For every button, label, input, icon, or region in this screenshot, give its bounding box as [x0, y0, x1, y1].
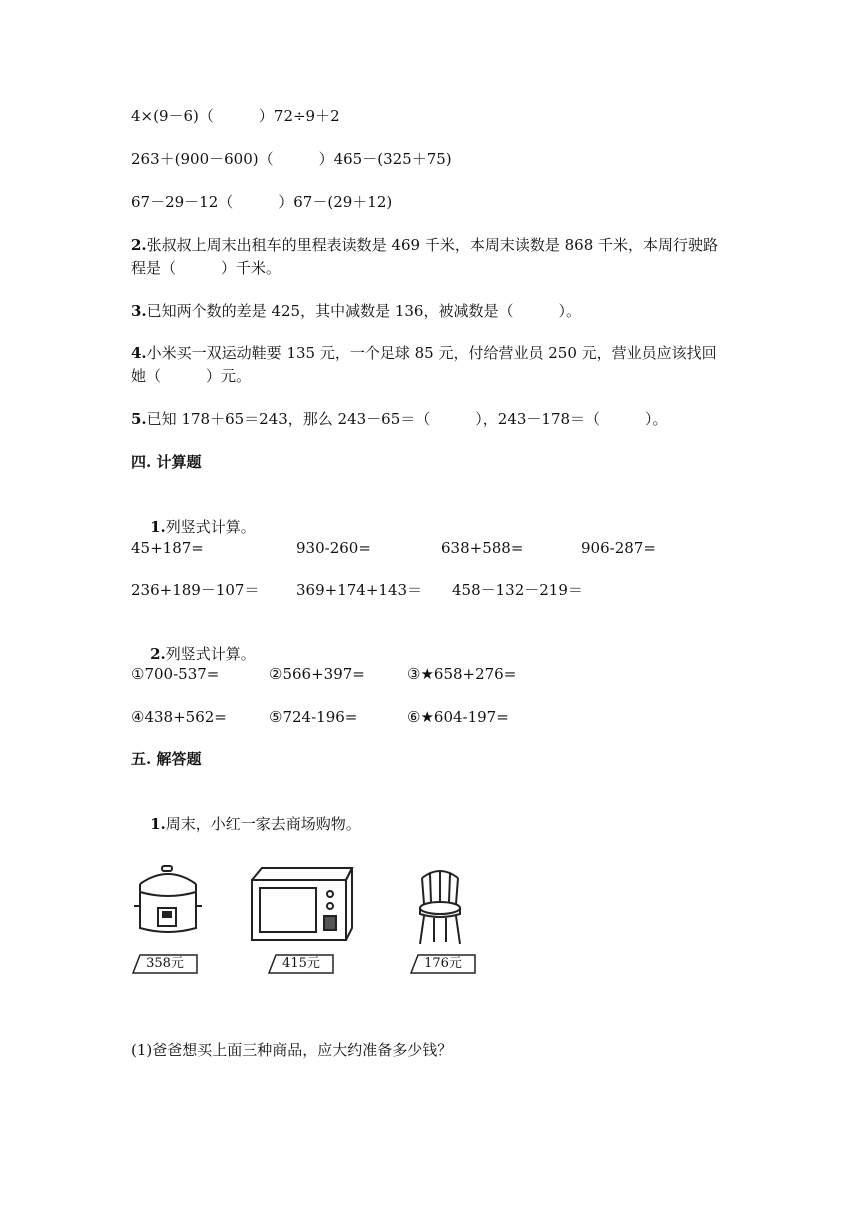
section-5-title: 五. 解答题	[131, 750, 202, 768]
rice-cooker-icon	[128, 862, 208, 942]
calc-item: 236+189－107＝	[131, 581, 260, 599]
chair-item	[408, 862, 488, 982]
question-number: 5.	[131, 410, 147, 428]
calc-item: 638+588=	[441, 539, 524, 557]
calc-item: 906-287=	[581, 539, 656, 557]
question-text: 周末，小红一家去商场购物。	[165, 815, 361, 833]
calc-item: ③★658+276=	[407, 665, 517, 683]
rice-cooker-item	[128, 862, 208, 982]
calc-item: ①700-537=	[131, 665, 220, 683]
question-text: 列竖式计算。	[165, 645, 256, 663]
calc-item: ⑤724-196=	[269, 708, 358, 726]
product-illustrations	[120, 862, 500, 992]
question-number: 1.	[150, 518, 166, 536]
fill-question-5	[131, 408, 731, 431]
calc-item: 458－132－219＝	[452, 581, 583, 599]
question-text: 张叔叔上周末出租车的里程表读数是 469 千米，本周末读数是 868 千米，本周行驶路程是（ ）千米。	[131, 236, 719, 277]
microwave-icon	[248, 862, 354, 942]
microwave-item	[248, 862, 358, 982]
question-number: 4.	[131, 344, 147, 362]
calc-item: 45+187=	[131, 539, 204, 557]
price-tag	[268, 954, 334, 974]
section-5-question-1	[131, 791, 361, 857]
price-label: 176元	[424, 956, 462, 971]
compare-line-2: 263＋(900－600)（ ）465－(325＋75)	[131, 150, 452, 168]
calc-item: 369+174+143＝	[296, 581, 423, 599]
sub-question-1: (1)爸爸想买上面三种商品，应大约准备多少钱？	[131, 1041, 453, 1059]
calc-item: ⑥★604-197=	[407, 708, 509, 726]
fill-question-4	[131, 342, 731, 388]
price-tag	[132, 954, 198, 974]
question-number: 2.	[150, 645, 166, 663]
question-text: 已知 178＋65＝243，那么 243－65＝（ ），243－178＝（ ）。	[146, 410, 668, 428]
question-text: 小米买一双运动鞋要 135 元，一个足球 85 元，付给营业员 250 元，营业员应该找回她（ ）元。	[131, 344, 717, 385]
chair-icon	[408, 862, 472, 946]
calc-item: ②566+397=	[269, 665, 365, 683]
price-label: 358元	[146, 956, 184, 971]
calc-item: ④438+562=	[131, 708, 227, 726]
fill-question-2	[131, 234, 731, 280]
calc-item: 930-260=	[296, 539, 371, 557]
question-text: 已知两个数的差是 425，其中减数是 136，被减数是（ ）。	[146, 302, 581, 320]
question-number: 3.	[131, 302, 147, 320]
fill-question-3	[131, 300, 731, 323]
price-label: 415元	[282, 956, 320, 971]
price-tag	[410, 954, 476, 974]
question-number: 1.	[150, 815, 166, 833]
compare-line-3: 67－29－12（ ）67－(29＋12)	[131, 193, 393, 211]
compare-line-1: 4×(9－6)（ ）72÷9＋2	[131, 107, 340, 125]
question-text: 列竖式计算。	[165, 518, 256, 536]
question-number: 2.	[131, 236, 147, 254]
section-4-title: 四. 计算题	[131, 453, 202, 471]
